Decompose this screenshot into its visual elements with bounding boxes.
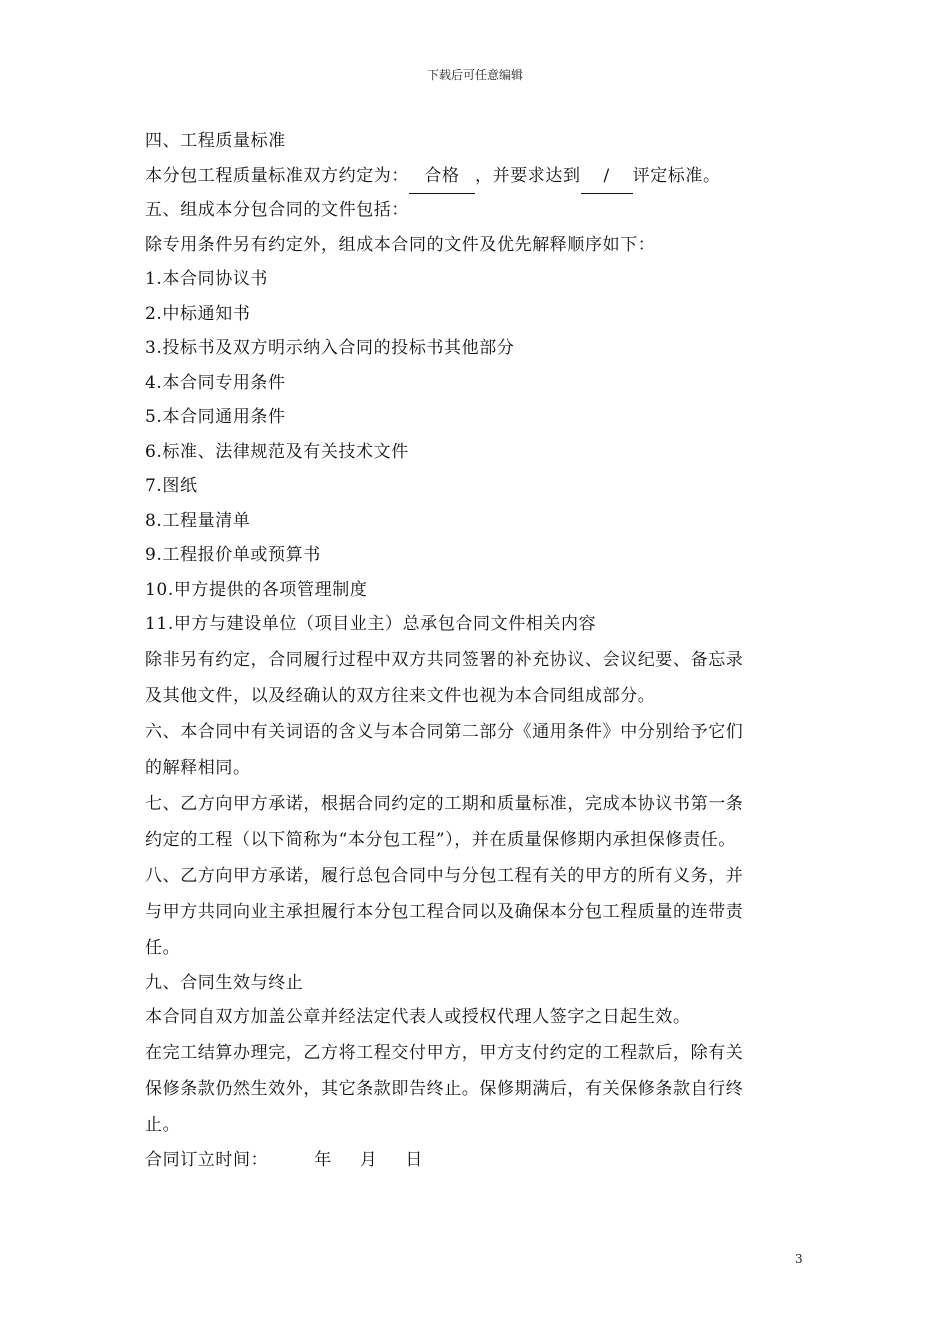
- section8-line: 八、乙方向甲方承诺，履行总包合同中与分包工程有关的甲方的所有义务，并: [145, 865, 744, 886]
- quality-suffix: 评定标准。: [632, 165, 721, 186]
- list-item: 10.甲方提供的各项管理制度: [145, 579, 368, 600]
- section9-termination: [145, 1035, 815, 1143]
- list-item: 2.中标通知书: [145, 303, 251, 324]
- list-item: 11.甲方与建设单位（项目业主）总承包合同文件相关内容: [145, 614, 597, 634]
- quality-value-field: 合格: [409, 159, 475, 195]
- signing-year: 年: [314, 1149, 332, 1170]
- section8-line: 任。: [145, 937, 181, 958]
- section6: [145, 714, 815, 786]
- section7: [145, 786, 815, 858]
- signing-month: 月: [359, 1149, 378, 1170]
- section9-termination-line: 在完工结算办理完，乙方将工程交付甲方，甲方支付约定的工程款后，除有关: [145, 1042, 744, 1063]
- list-item: 9.工程报价单或预算书: [145, 545, 321, 565]
- page-header: 下载后可任意编辑: [426, 68, 523, 82]
- section9-effective: 本合同自双方加盖公章并经法定代表人或授权代理人签字之日起生效。: [145, 1007, 691, 1027]
- quality-level-field: /: [581, 159, 633, 195]
- section6-line: 的解释相同。: [145, 757, 251, 778]
- section5-intro: 除专用条件另有约定外，组成本合同的文件及优先解释顺序如下：: [145, 234, 656, 255]
- quality-middle: ，并要求达到: [475, 165, 581, 186]
- section8-line: 与甲方共同向业主承担履行本分包工程合同以及确保本分包工程质量的连带责: [145, 901, 744, 922]
- signing-date-line: [145, 1143, 815, 1178]
- list-item: 5.本合同通用条件: [145, 407, 286, 427]
- list-item: 1.本合同协议书: [145, 269, 269, 289]
- section6-line: 六、本合同中有关词语的含义与本合同第二部分《通用条件》中分别给予它们: [145, 721, 744, 742]
- document-body: [145, 124, 815, 1177]
- list-item: 8.工程量清单: [145, 510, 251, 531]
- section8: [145, 858, 815, 966]
- quality-standard-line: [145, 159, 815, 194]
- list-item: 7.图纸: [145, 476, 198, 496]
- section5-note: [145, 642, 815, 714]
- list-item: 3.投标书及双方明示纳入合同的投标书其他部分: [145, 338, 515, 358]
- section5-note-line: 及其他文件，以及经确认的双方往来文件也视为本合同组成部分。: [145, 685, 656, 706]
- quality-prefix: 本分包工程质量标准双方约定为：: [145, 165, 409, 186]
- signing-label: 合同订立时间：: [145, 1149, 269, 1170]
- page-number: 3: [795, 1252, 803, 1266]
- section7-line: 七、乙方向甲方承诺，根据合同约定的工期和质量标准，完成本协议书第一条: [145, 793, 744, 814]
- signing-day: 日: [405, 1149, 424, 1170]
- section4-heading: 四、工程质量标准: [145, 131, 286, 151]
- section9-heading: 九、合同生效与终止: [145, 972, 304, 993]
- section5-heading: 五、组成本分包合同的文件包括：: [145, 200, 409, 220]
- section9-termination-line: 止。: [145, 1114, 181, 1135]
- list-item: 4.本合同专用条件: [145, 372, 286, 393]
- section9-termination-line: 保修条款仍然生效外，其它条款即告终止。保修期满后，有关保修条款自行终: [145, 1078, 744, 1099]
- list-item: 6.标准、法律规范及有关技术文件: [145, 441, 409, 462]
- section5-note-line: 除非另有约定，合同履行过程中双方共同签署的补充协议、会议纪要、备忘录: [145, 649, 744, 670]
- section7-line: 约定的工程（以下简称为“本分包工程”），并在质量保修期内承担保修责任。: [145, 829, 736, 850]
